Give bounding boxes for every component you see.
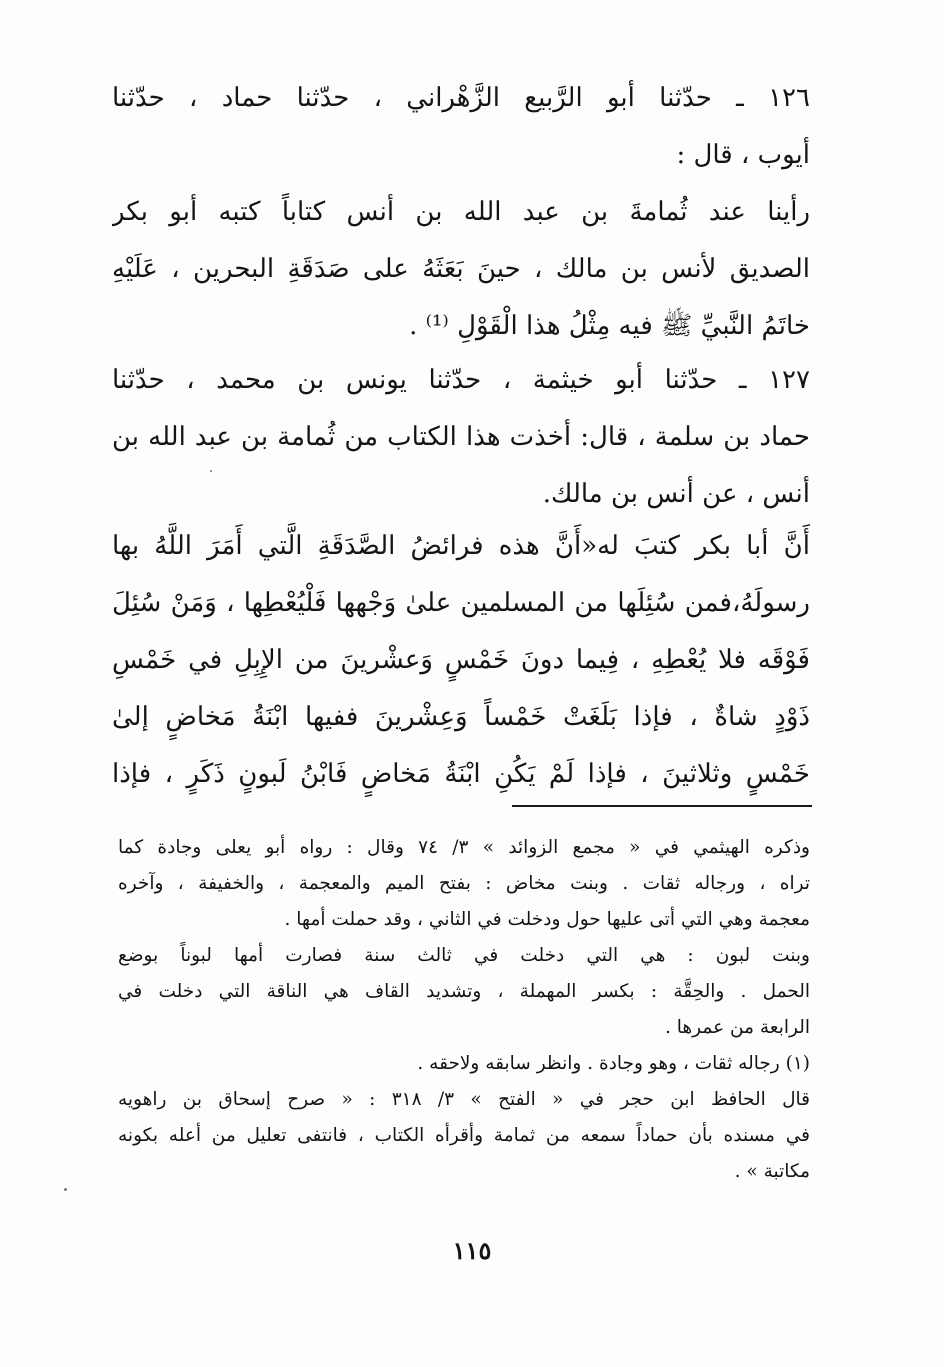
text-line: خَمْسٍ وثلاثينَ ، فإذا لَمْ يَكُنِ ابْنَةُ مَخاضٍ فَابْنُ لَبونٍ ذَكَرٍ ، فإذا [112, 759, 810, 789]
footnotes [118, 830, 810, 1190]
footnote-1 [118, 1046, 810, 1082]
footnote-line: وبنت لبون : هي التي دخلت في ثالث سنة فصارت أمها لبوناً بوضع [118, 945, 810, 966]
footnote-line: تراه ، ورجاله ثقات . وبنت مخاض : بفتح الميم والمعجمة ، والخفيفة ، وآخره [118, 873, 810, 894]
hadith-126-isnad [112, 70, 810, 184]
text-line: خاتَمُ النَّبيِّ ﷺ فيه مِثْلُ هذا الْقَوْلِ ⁽¹⁾ . [409, 311, 810, 341]
footnote-line: في مسنده بأن حماداً سمعه من ثمامة وأقرأه الكتاب ، فانتفى تعليل من أعله بكونه [118, 1125, 810, 1146]
text-line: رسولَهُ،فمن سُئِلَها من المسلمين علىٰ وَجْهها فَلْيُعْطِها ، وَمَنْ سُئِلَ [112, 588, 810, 618]
footnote-line: مكاتبة » . [734, 1161, 810, 1182]
hadith-127-matn [112, 518, 810, 803]
scan-speck [210, 470, 212, 472]
footnote-paragraph [118, 1082, 810, 1190]
footnote-line: الحمل . والحِقَّة : بكسر المهملة ، وتشديد القاف هي الناقة التي دخلت في [118, 981, 810, 1002]
text-line: حماد بن سلمة ، قال: أخذت هذا الكتاب من ثُمامة بن عبد الله بن [112, 422, 810, 452]
text-line: رأينا عند ثُمامةَ بن عبد الله بن أنس كتاباً كتبه أبو بكر [112, 197, 810, 227]
footnote-paragraph [118, 830, 810, 938]
text-line: أنس ، عن أنس بن مالك. [542, 479, 810, 509]
main-text [112, 352, 810, 523]
text-line: فَوْقَه فلا يُعْطِهِ ، فِيما دونَ خَمْسٍ وَعشْرينَ من الإِبِلِ في خَمْسِ [112, 645, 810, 675]
footnote-line: (١) رجاله ثقات ، وهو وجادة . وانظر سابقه ولاحقه . [417, 1053, 810, 1074]
footnote-line: وذكره الهيثمي في « مجمع الزوائد » ٣/ ٧٤ وقال : رواه أبو يعلى وجادة كما [118, 837, 810, 858]
page-number: ١١٥ [452, 1236, 492, 1265]
main-text [112, 70, 810, 184]
scan-speck [64, 1188, 67, 1191]
text-line: ذَوْدٍ شاةٌ ، فإذا بَلَغَتْ خَمْساً وَعِشْرينَ ففيها ابْنَةُ مَخاضٍ إلىٰ [112, 702, 810, 732]
main-text [112, 184, 810, 355]
text-line: ١٢٦ ـ حدّثنا أبو الرَّبيع الزَّهْراني ، حدّثنا حماد ، حدّثنا [112, 83, 810, 113]
hadith-126-matn [112, 184, 810, 355]
main-text [112, 518, 810, 803]
footnote-line: الرابعة من عمرها . [665, 1017, 810, 1038]
footnote-separator [512, 805, 812, 807]
text-line: الصديق لأنس بن مالك ، حينَ بَعَثَهُ على صَدَقَةِ البحرين ، عَلَيْهِ [112, 254, 810, 284]
footnote-paragraph [118, 938, 810, 1046]
footnote-line: قال الحافظ ابن حجر في « الفتح » ٣/ ٣١٨ : « صرح إسحاق بن راهويه [118, 1089, 810, 1110]
text-line: ١٢٧ ـ حدّثنا أبو خيثمة ، حدّثنا يونس بن محمد ، حدّثنا [112, 365, 810, 395]
text-line: أيوب ، قال : [676, 140, 810, 170]
text-line: أَنَّ أبا بكر كتبَ له«أَنَّ هذه فرائضُ الصَّدَقَةِ الَّتي أَمَرَ اللَّهُ بها [112, 531, 810, 561]
hadith-127-isnad [112, 352, 810, 523]
footnote-line: معجمة وهي التي أتى عليها حول ودخلت في الثاني ، وقد حملت أمها . [284, 909, 810, 930]
